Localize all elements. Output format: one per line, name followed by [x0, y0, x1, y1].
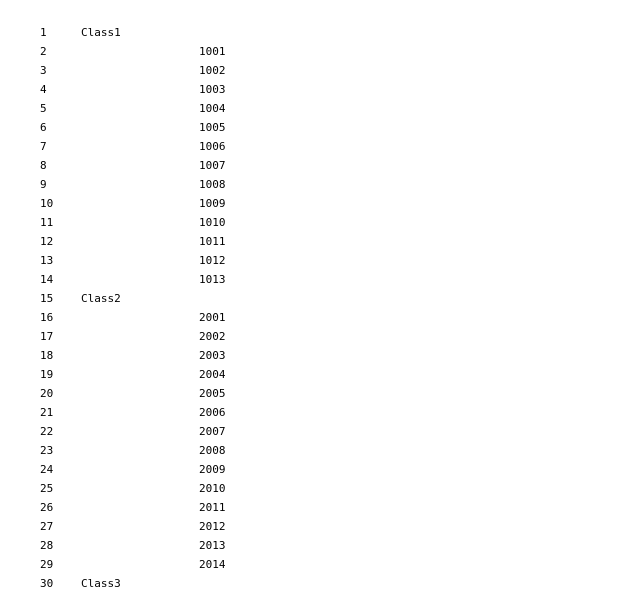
row-id-value: 2005 — [199, 387, 226, 400]
row-id-value: 2002 — [199, 330, 226, 343]
row-id-value: 1004 — [199, 102, 226, 115]
listing-row — [0, 460, 617, 479]
row-number: 5 — [40, 102, 47, 115]
row-id-value: 2010 — [199, 482, 226, 495]
row-number: 22 — [40, 425, 54, 438]
listing-row — [0, 555, 617, 574]
listing-row — [0, 517, 617, 536]
listing-row — [0, 194, 617, 213]
row-number: 12 — [40, 235, 54, 248]
listing-row — [0, 213, 617, 232]
row-class-label: Class3 — [81, 577, 121, 590]
listing-row — [0, 441, 617, 460]
row-id-value: 2006 — [199, 406, 226, 419]
listing-row — [0, 270, 617, 289]
row-number: 30 — [40, 577, 54, 590]
row-id-value: 1011 — [199, 235, 226, 248]
listing-row — [0, 251, 617, 270]
row-id-value: 1012 — [199, 254, 226, 267]
listing-rows — [0, 23, 617, 593]
row-number: 17 — [40, 330, 54, 343]
row-id-value: 1005 — [199, 121, 226, 134]
listing-row — [0, 327, 617, 346]
row-id-value: 1010 — [199, 216, 226, 229]
listing-row — [0, 80, 617, 99]
row-number: 29 — [40, 558, 54, 571]
row-id-value: 1007 — [199, 159, 226, 172]
row-id-value: 2003 — [199, 349, 226, 362]
listing-row — [0, 289, 617, 308]
listing-row — [0, 536, 617, 555]
row-id-value: 1013 — [199, 273, 226, 286]
listing-row — [0, 384, 617, 403]
listing-row — [0, 118, 617, 137]
row-id-value: 1002 — [199, 64, 226, 77]
row-number: 10 — [40, 197, 54, 210]
listing-row — [0, 42, 617, 61]
listing-row — [0, 346, 617, 365]
listing-row — [0, 23, 617, 42]
row-number: 13 — [40, 254, 54, 267]
listing-row — [0, 479, 617, 498]
listing-row — [0, 232, 617, 251]
row-number: 15 — [40, 292, 54, 305]
listing-row — [0, 308, 617, 327]
row-number: 28 — [40, 539, 54, 552]
row-number: 21 — [40, 406, 54, 419]
row-number: 27 — [40, 520, 54, 533]
row-number: 1 — [40, 26, 47, 39]
row-number: 2 — [40, 45, 47, 58]
row-id-value: 1003 — [199, 83, 226, 96]
listing-row — [0, 422, 617, 441]
row-id-value: 2009 — [199, 463, 226, 476]
row-number: 19 — [40, 368, 54, 381]
row-id-value: 1006 — [199, 140, 226, 153]
row-id-value: 1008 — [199, 178, 226, 191]
listing-row — [0, 574, 617, 593]
row-class-label: Class1 — [81, 26, 121, 39]
row-number: 18 — [40, 349, 54, 362]
row-number: 25 — [40, 482, 54, 495]
row-id-value: 1001 — [199, 45, 226, 58]
row-id-value: 2004 — [199, 368, 226, 381]
row-number: 3 — [40, 64, 47, 77]
row-number: 9 — [40, 178, 47, 191]
row-class-label: Class2 — [81, 292, 121, 305]
listing-row — [0, 137, 617, 156]
listing-row — [0, 365, 617, 384]
row-id-value: 2012 — [199, 520, 226, 533]
row-id-value: 2001 — [199, 311, 226, 324]
row-id-value: 2014 — [199, 558, 226, 571]
row-number: 6 — [40, 121, 47, 134]
row-number: 24 — [40, 463, 54, 476]
row-number: 8 — [40, 159, 47, 172]
row-number: 26 — [40, 501, 54, 514]
row-number: 14 — [40, 273, 54, 286]
row-id-value: 2008 — [199, 444, 226, 457]
listing-row — [0, 156, 617, 175]
listing-row — [0, 403, 617, 422]
row-number: 16 — [40, 311, 54, 324]
listing-row — [0, 99, 617, 118]
row-number: 20 — [40, 387, 54, 400]
row-number: 7 — [40, 140, 47, 153]
row-number: 23 — [40, 444, 54, 457]
row-number: 11 — [40, 216, 54, 229]
listing-row — [0, 175, 617, 194]
row-id-value: 1009 — [199, 197, 226, 210]
listing-row — [0, 61, 617, 80]
listing-row — [0, 498, 617, 517]
row-number: 4 — [40, 83, 47, 96]
row-id-value: 2007 — [199, 425, 226, 438]
row-id-value: 2013 — [199, 539, 226, 552]
row-id-value: 2011 — [199, 501, 226, 514]
